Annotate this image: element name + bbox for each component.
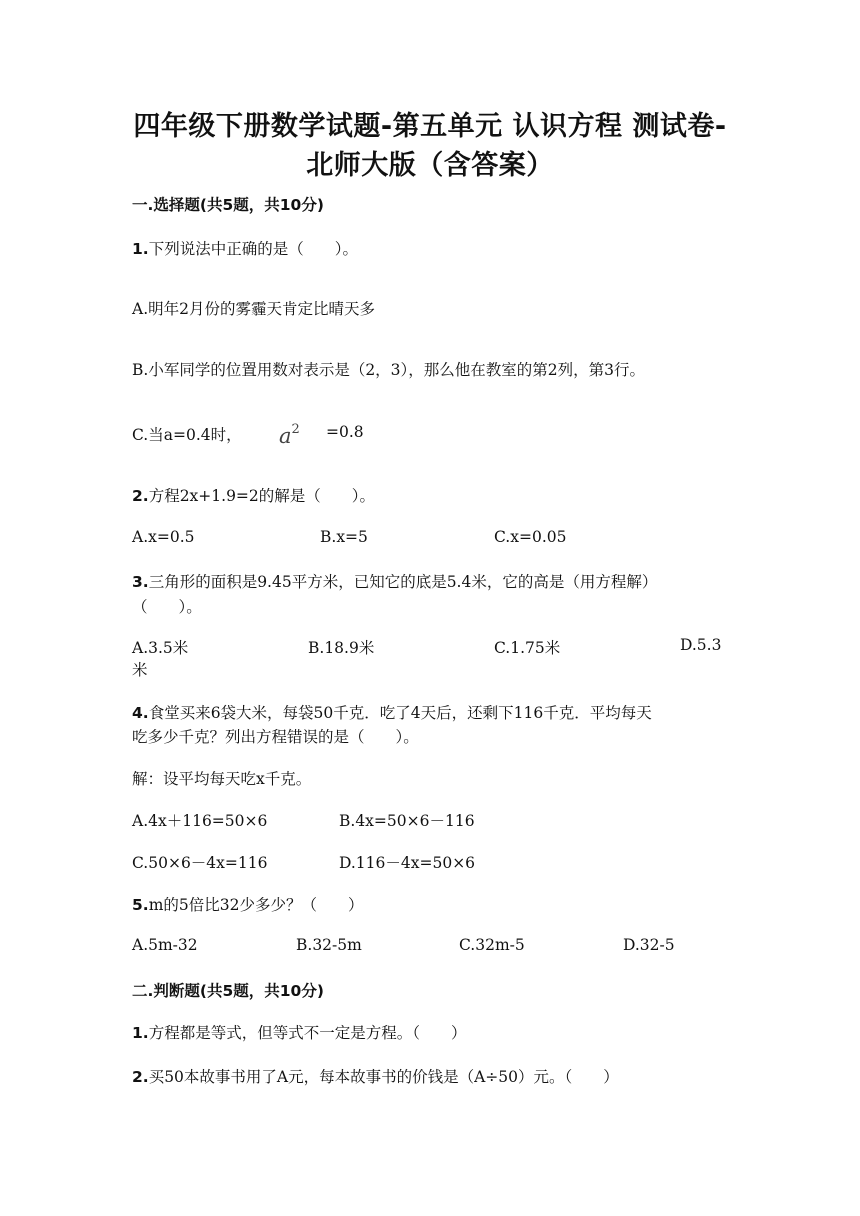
math-exponent: 2 bbox=[291, 422, 300, 437]
q5-option-d: D.32-5 bbox=[623, 936, 675, 954]
q1-option-c: C.当a=0.4时， bbox=[132, 426, 242, 444]
question-4 bbox=[132, 701, 652, 723]
question-text: 方程都是等式，但等式不一定是方程。（ ） bbox=[148, 1024, 467, 1042]
question-number: 4. bbox=[132, 704, 149, 722]
section-heading-judge: 二.判断题(共5题，共10分) bbox=[132, 982, 324, 1000]
question-number: 2. bbox=[132, 1068, 149, 1086]
q5-option-b: B.32-5m bbox=[296, 936, 362, 954]
q3-option-b: B.18.9米 bbox=[308, 639, 375, 657]
q2-option-a: A.x=0.5 bbox=[132, 528, 195, 546]
q3-option-d: D.5.3 bbox=[680, 636, 722, 654]
q2-option-b: B.x=5 bbox=[320, 528, 368, 546]
question-number: 5. bbox=[132, 896, 149, 914]
q3-option-a: A.3.5米 bbox=[132, 639, 189, 657]
q1-option-a: A.明年2月份的雾霾天肯定比晴天多 bbox=[132, 300, 375, 318]
question-1 bbox=[132, 237, 358, 259]
question-text: 买50本故事书用了A元，每本故事书的价钱是（A÷50）元。（ ） bbox=[148, 1068, 619, 1086]
page-title-line-2: 北师大版（含答案） bbox=[306, 150, 554, 181]
question-text: 下列说法中正确的是（ ）。 bbox=[148, 240, 358, 258]
judge-question-1 bbox=[132, 1021, 466, 1043]
question-4-cont: 吃多少千克？列出方程错误的是（ ）。 bbox=[132, 728, 419, 746]
q4-option-d: D.116－4x=50×6 bbox=[339, 854, 476, 872]
question-3-cont: （ ）。 bbox=[132, 598, 202, 616]
question-number: 2. bbox=[132, 487, 149, 505]
q5-option-a: A.5m-32 bbox=[132, 936, 198, 954]
q4-option-a: A.4x＋116=50×6 bbox=[132, 812, 268, 830]
question-number: 1. bbox=[132, 1024, 149, 1042]
question-2 bbox=[132, 484, 375, 506]
question-number: 1. bbox=[132, 240, 149, 258]
q3-option-c: C.1.75米 bbox=[494, 639, 561, 657]
page-title-line-1: 四年级下册数学试题-第五单元 认识方程 测试卷- bbox=[133, 111, 727, 142]
q3-option-d-cont: 米 bbox=[132, 661, 148, 679]
math-variable: a bbox=[279, 424, 292, 448]
q4-option-c: C.50×6－4x=116 bbox=[132, 854, 268, 872]
q1-math-expression bbox=[279, 424, 300, 448]
q5-option-c: C.32m-5 bbox=[459, 936, 525, 954]
q2-option-c: C.x=0.05 bbox=[494, 528, 567, 546]
q4-solution: 解：设平均每天吃x千克。 bbox=[132, 770, 312, 788]
question-5 bbox=[132, 893, 363, 915]
question-text: 方程2x+1.9=2的解是（ ）。 bbox=[148, 487, 376, 505]
question-text: m的5倍比32少多少？（ ） bbox=[148, 896, 364, 914]
q4-option-b: B.4x=50×6－116 bbox=[339, 812, 475, 830]
q1-option-b: B.小军同学的位置用数对表示是（2，3），那么他在教室的第2列，第3行。 bbox=[132, 361, 646, 379]
question-3 bbox=[132, 570, 657, 592]
question-text: 食堂买来6袋大米，每袋50千克．吃了4天后，还剩下116千克．平均每天 bbox=[148, 704, 652, 722]
section-heading-choice: 一.选择题(共5题，共10分) bbox=[132, 196, 324, 214]
question-text: 三角形的面积是9.45平方米，已知它的底是5.4米，它的高是（用方程解） bbox=[148, 573, 658, 591]
question-number: 3. bbox=[132, 573, 149, 591]
judge-question-2 bbox=[132, 1065, 619, 1087]
q1-option-c-result: =0.8 bbox=[326, 423, 364, 441]
